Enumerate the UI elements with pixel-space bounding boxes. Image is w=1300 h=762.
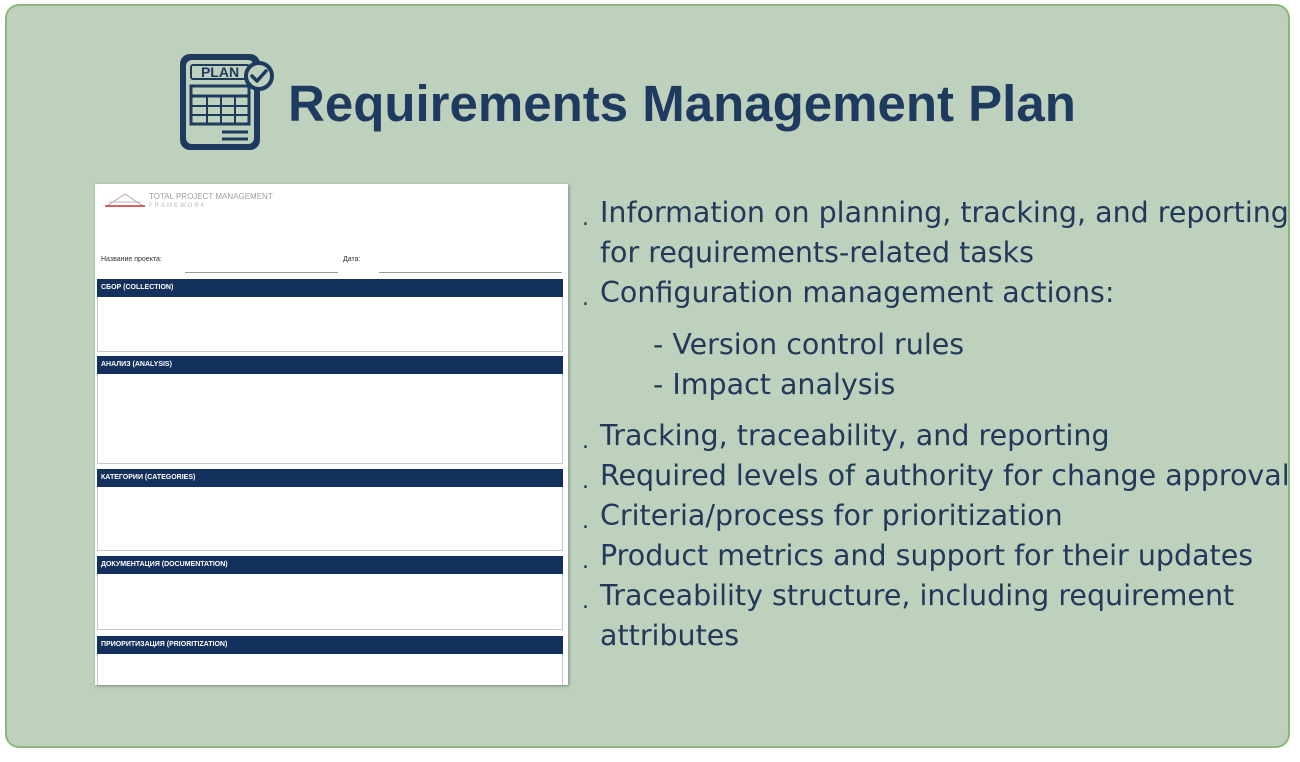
document-preview <box>95 184 568 685</box>
plan-document-icon <box>178 50 276 154</box>
doc-section-prioritization <box>97 636 563 685</box>
plan-icon-label: PLAN <box>200 64 240 80</box>
slide-title: Requirements Management Plan <box>288 75 1076 132</box>
bullet-marker: . <box>582 286 589 311</box>
doc-section-header: СБОР (COLLECTION) <box>97 279 563 297</box>
framework-logo <box>103 192 147 210</box>
bullet-text: for requirements-related tasks <box>600 236 1034 269</box>
bullet-marker: . <box>582 206 589 231</box>
doc-section-analysis <box>97 356 563 464</box>
bullet-text: Product metrics and support for their updates <box>600 539 1254 572</box>
bullet-text: Information on planning, tracking, and reporting <box>600 196 1289 229</box>
date-line <box>379 272 562 273</box>
doc-section-body <box>97 297 563 352</box>
bullet-marker: . <box>582 429 589 454</box>
bullet-marker: . <box>582 589 589 614</box>
bullet-text: attributes <box>600 619 740 652</box>
project-name-line <box>185 272 338 273</box>
bullet-text: Required levels of authority for change approval <box>600 459 1290 492</box>
doc-section-header: ПРИОРИТИЗАЦИЯ (PRIORITIZATION) <box>97 636 563 654</box>
doc-logo-title: TOTAL PROJECT MANAGEMENT <box>149 192 273 201</box>
sub-bullet-item: - Version control rules <box>653 328 965 361</box>
bullet-marker: . <box>582 509 589 534</box>
doc-section-header: ДОКУМЕНТАЦИЯ (DOCUMENTATION) <box>97 556 563 574</box>
doc-section-documentation <box>97 556 563 630</box>
bullet-marker: . <box>582 549 589 574</box>
bullet-marker: . <box>582 469 589 494</box>
doc-section-collection <box>97 279 563 352</box>
doc-section-categories <box>97 469 563 551</box>
doc-section-body <box>97 487 563 551</box>
bullet-text: Criteria/process for prioritization <box>600 499 1063 532</box>
bullet-text: Traceability structure, including requirement <box>600 579 1235 612</box>
doc-section-body <box>97 374 563 464</box>
doc-section-header: АНАЛИЗ (ANALYSIS) <box>97 356 563 374</box>
doc-section-body <box>97 654 563 685</box>
bullet-text: Configuration management actions: <box>600 276 1115 309</box>
doc-section-body <box>97 574 563 630</box>
project-name-label: Название проекта: <box>101 256 162 263</box>
bullet-text: Tracking, traceability, and reporting <box>600 419 1110 452</box>
doc-logo-subtitle: FRAMEWORK <box>149 203 207 209</box>
sub-bullet-item: - Impact analysis <box>653 368 896 401</box>
doc-section-header: КАТЕГОРИИ (CATEGORIES) <box>97 469 563 487</box>
date-label: Дата: <box>343 256 361 263</box>
